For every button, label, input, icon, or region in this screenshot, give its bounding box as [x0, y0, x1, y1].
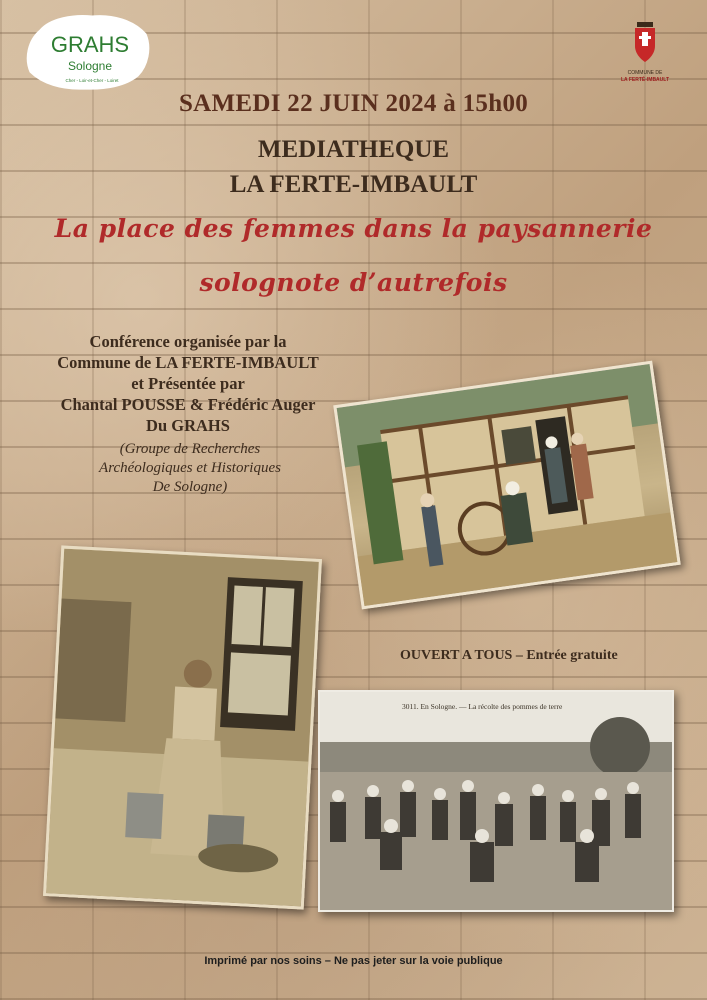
photo-potato-harvest [318, 690, 674, 912]
photo-woman-buckets [43, 545, 322, 909]
footer-notice: Imprimé par nos soins – Ne pas jeter sur la voie publique [204, 955, 503, 967]
conference-line1: Conférence organisée par la [89, 332, 287, 351]
photo-farmhouse-women [333, 361, 681, 610]
grahs-fullname-line3: De Sologne) [152, 479, 228, 495]
open-to-all-notice: OUVERT A TOUS – Entrée gratuite [400, 648, 618, 663]
event-date: SAMEDI 22 JUIN 2024 à 15h00 [178, 90, 529, 117]
topic-line1: La place des femmes dans la paysannerie [54, 214, 653, 243]
crest-label-line2: LA FERTÉ-IMBAULT [620, 77, 670, 83]
grahs-fullname [50, 440, 330, 497]
logo-subtitle: Sologne [67, 59, 113, 73]
conference-line4: Chantal POUSSE & Frédéric Auger [60, 395, 316, 414]
logo-title: GRAHS [50, 32, 130, 57]
topic-line2: solognote d’autrefois [199, 268, 508, 297]
crest-label-line1: COMMUNE DE [627, 70, 663, 76]
photo3-caption: 3011. En Sologne. — La récolte des pommes de terre [402, 702, 563, 711]
grahs-fullname-line2: Archéologiques et Historiques [99, 460, 281, 476]
commune-crest-icon [633, 22, 657, 68]
logo-departments: Cher - Loir-et-Cher - Loiret [65, 78, 119, 83]
conference-line3: et Présentée par [131, 374, 245, 393]
venue-line2: LA FERTE-IMBAULT [229, 171, 478, 198]
conference-line2: Commune de LA FERTE-IMBAULT [57, 353, 319, 372]
grahs-fullname-line1: (Groupe de Recherches [119, 441, 261, 457]
conference-info [40, 331, 336, 436]
venue-line1: MEDIATHEQUE [257, 136, 450, 163]
conference-line5: Du GRAHS [146, 416, 230, 435]
